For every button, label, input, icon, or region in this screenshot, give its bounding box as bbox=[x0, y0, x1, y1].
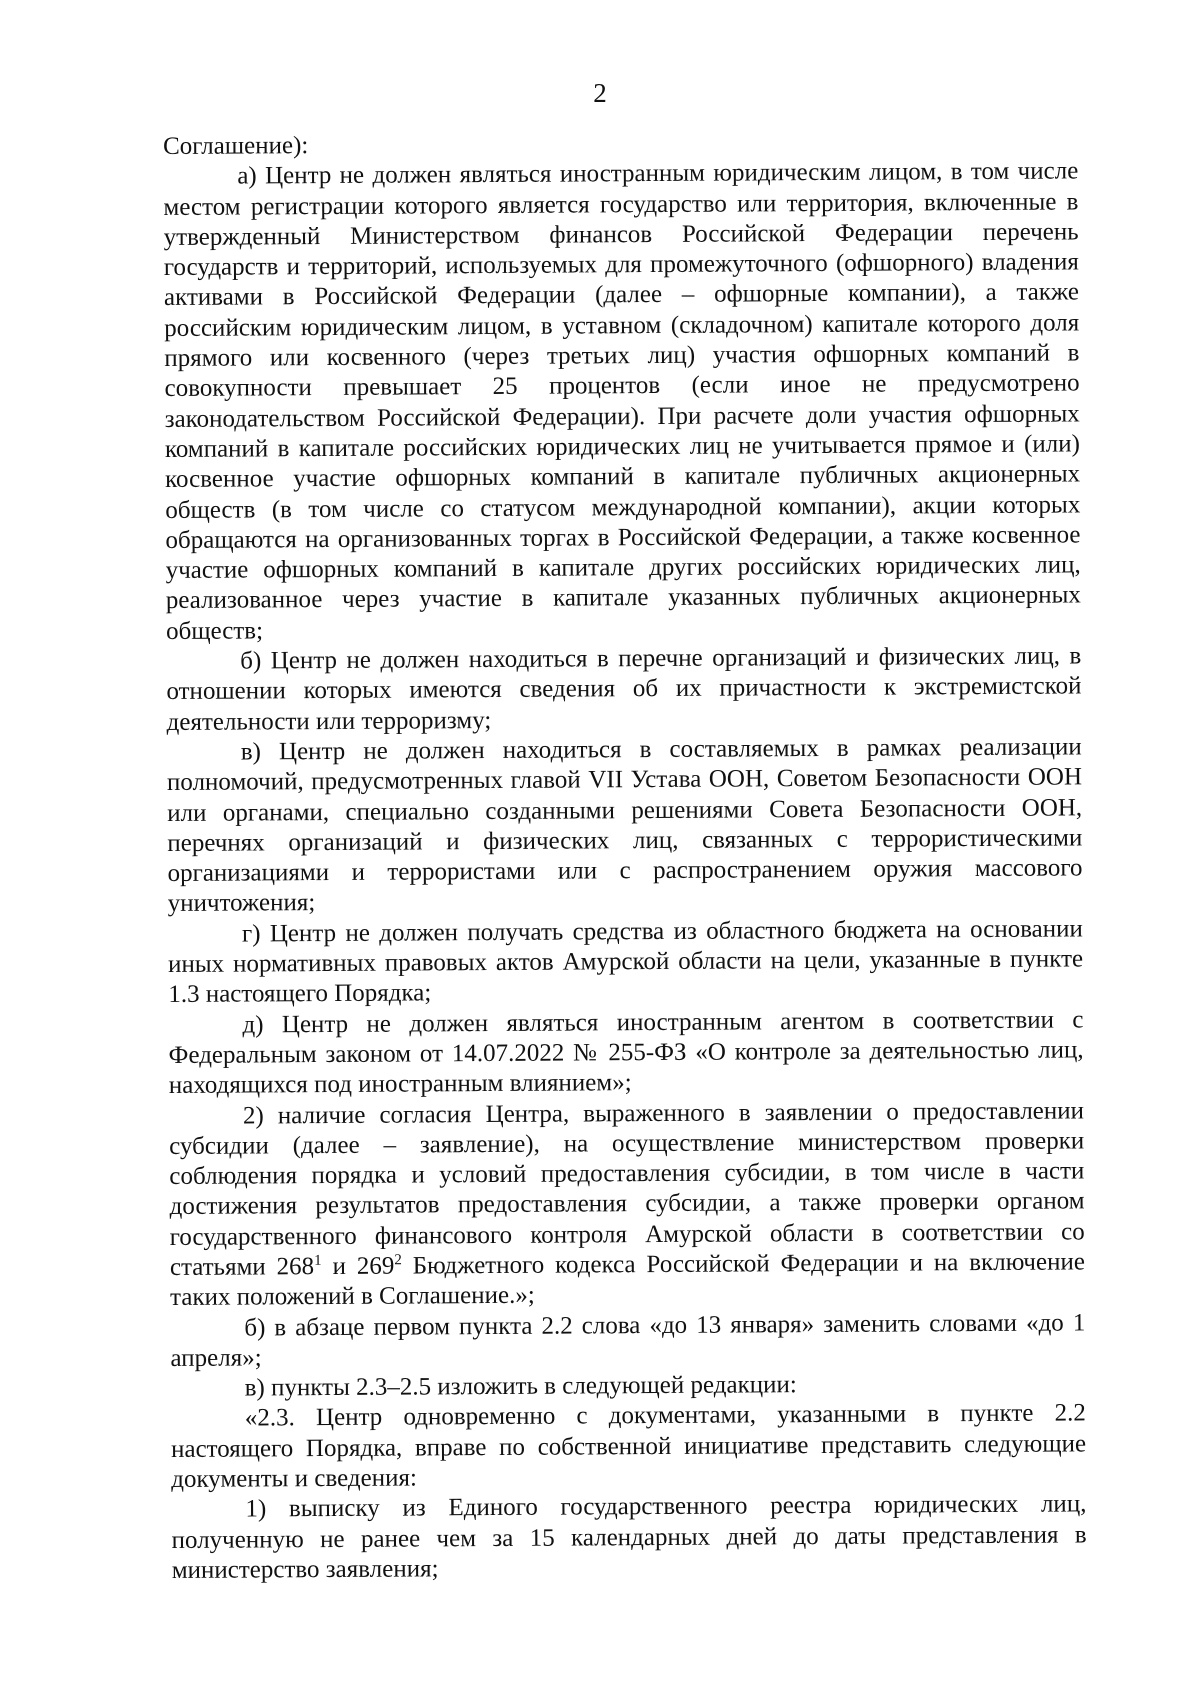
paragraph-clause-2-3: «2.3. Центр одновременно с документами, указанными в пункте 2.2 настоящего Порядка, вправе по собственной инициативе представить следующие документы и сведения: bbox=[170, 1399, 1087, 1494]
paragraph-item-b-extremism: б) Центр не должен находиться в перечне организаций и физических лиц, в отношении которых имеются сведения об их причастности к экстремистской деятельности или терроризму; bbox=[166, 642, 1082, 736]
footnote-mark-268: 1 bbox=[314, 1252, 322, 1269]
paragraph-clause-2-3-item-1: 1) выписку из Единого государственного реестра юридических лиц, полученную не ранее чем за 15 календарных дней до даты представления в министерство заявления; bbox=[171, 1490, 1087, 1584]
consent-text-mid: и 269 bbox=[321, 1252, 395, 1281]
paragraph-item-2-consent bbox=[169, 1096, 1085, 1314]
paragraph-item-g-budget: г) Центр не должен получать средства из областного бюджета на основании иных нормативных правовых актов Амурской области на цели, указанные в пункте 1.3 настоящего Порядка; bbox=[168, 915, 1084, 1009]
consent-text-tail: Бюджетного кодекса Российской Федерации и на включение таких положений в Соглашение.»; bbox=[170, 1248, 1085, 1312]
footnote-mark-269: 2 bbox=[394, 1252, 402, 1269]
consent-text-head: 2) наличие согласия Центра, выраженного в заявлении о предоставлении субсидии (далее – заявление), на осуществление министерством проверки соблюдения порядка и условий предоставления субсидии, в том числе в части достижения результатов предоставления субсидии, а также проверки органом государственного финансового контроля Амурской области в соответствии со статьями 268 bbox=[169, 1096, 1085, 1281]
paragraph-amendment-b: б) в абзаце первом пункта 2.2 слова «до 13 января» заменить словами «до 1 апреля»; bbox=[170, 1308, 1086, 1372]
document-body bbox=[163, 126, 1087, 1586]
page-number: 2 bbox=[593, 78, 607, 108]
paragraph-item-v-un-lists: в) Центр не должен находиться в составляемых в рамках реализации полномочий, предусмотренных главой VII Устава ООН, Советом Безопасности ООН или органами, специально созданными решениями Совета Безопасности ООН, перечнях организаций и физических лиц, связанных с террористическими организациями и террористами или с распространением оружия массового уничтожения; bbox=[166, 733, 1083, 918]
paragraph-amendment-v: в) пункты 2.3–2.5 изложить в следующей редакции: bbox=[244, 1371, 797, 1402]
paragraph-item-a-offshore: а) Центр не должен являться иностранным юридическим лицом, в том числе местом регистрации которого является государство или территория, включенные в утвержденный Министерством финансов Российской Федерации перечень государств и территорий, используемых для промежуточного (офшорного) владения активами в Российской Федерации (далее – офшорные компании), а также российским юридическим лицом, в уставном (складочном) капитале которого доля прямого или косвенного (через третьих лиц) участия офшорных компаний в совокупности превышает 25 процентов (если иное не предусмотрено законодательством Российской Федерации). При расчете доли участия офшорных компаний в капитале российских юридических лиц не учитывается прямое и (или) косвенное участие офшорных компаний в капитале публичных акционерных обществ (в том числе со статусом международной компании), акции которых обращаются на организованных торгах в Российской Федерации, а также косвенное участие офшорных компаний в капитале других российских юридических лиц, реализованное через участие в капитале указанных публичных акционерных обществ; bbox=[163, 157, 1081, 645]
paragraph-item-d-foreign-agent: д) Центр не должен являться иностранным агентом в соответствии с Федеральным законом от 14.07.2022 № 255-ФЗ «О контроле за деятельностью лиц, находящихся под иностранным влиянием»; bbox=[168, 1006, 1084, 1100]
paragraph-agreement-tail: Соглашение): bbox=[163, 132, 309, 160]
